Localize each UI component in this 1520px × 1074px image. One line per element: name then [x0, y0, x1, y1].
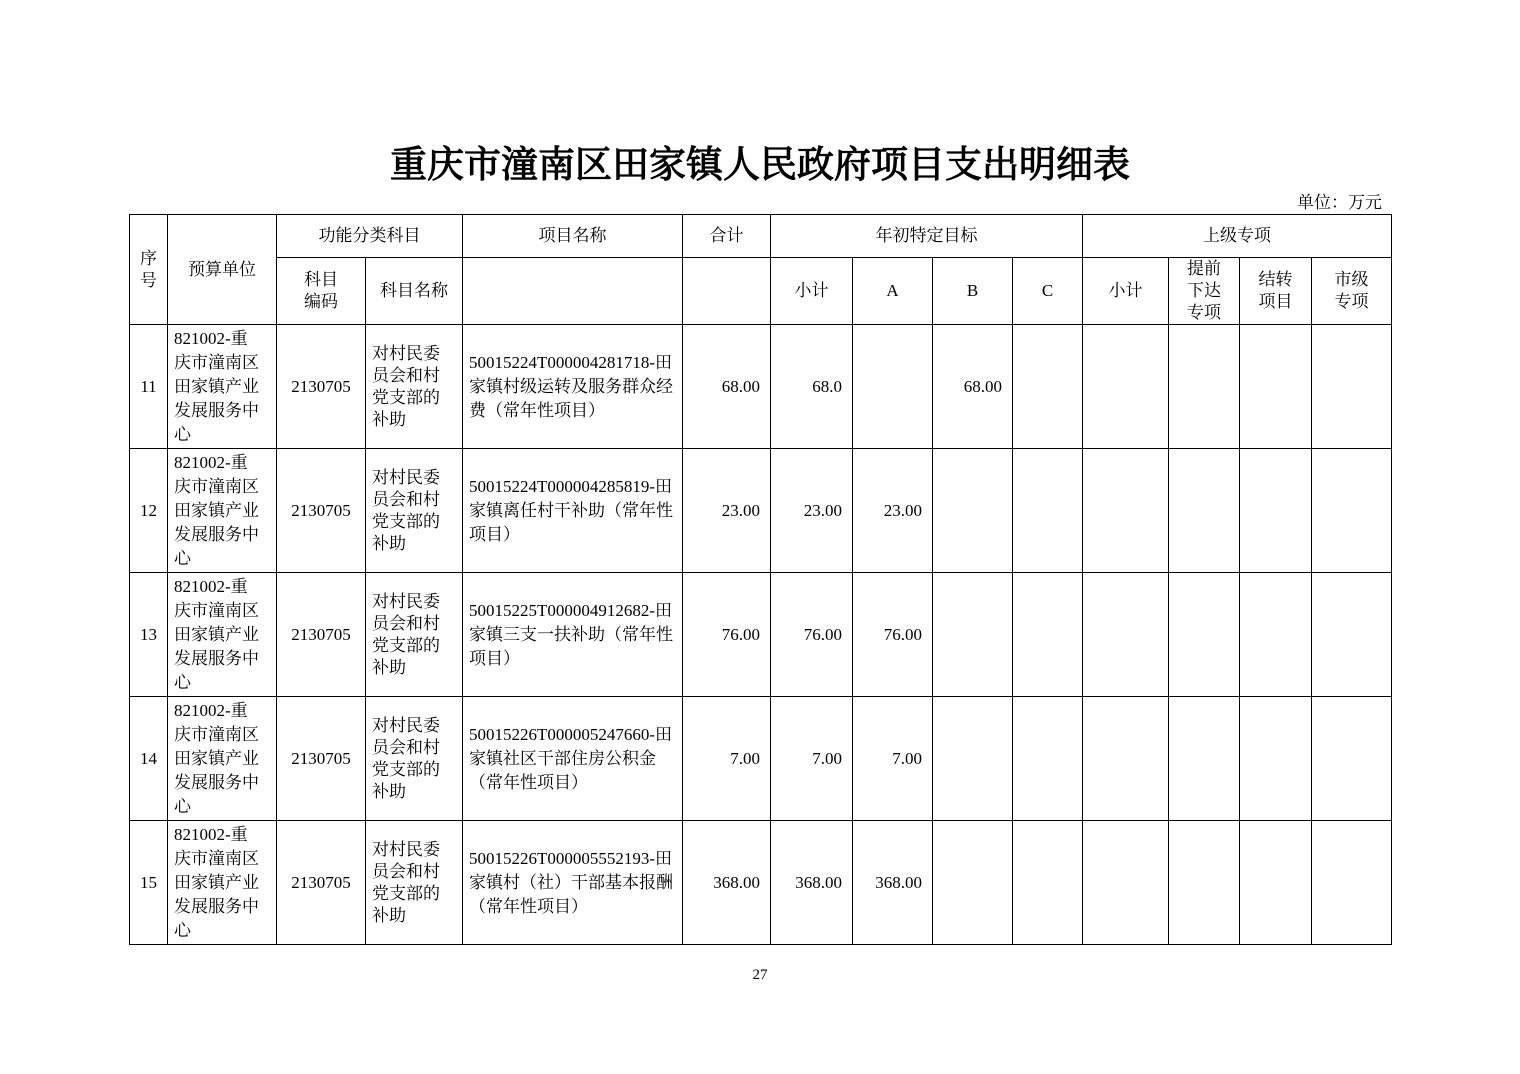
header-a: A — [853, 258, 933, 325]
row-upper-subtotal — [1083, 697, 1169, 821]
row-subject: 对村民委员会和村党支部的补助 — [366, 697, 463, 821]
row-project: 50015226T000005552193-田家镇村（社）干部基本报酬（常年性项目） — [463, 821, 683, 945]
row-budget-unit: 821002-重庆市潼南区田家镇产业发展服务中心 — [168, 325, 277, 449]
row-a: 368.00 — [853, 821, 933, 945]
row-b — [933, 821, 1013, 945]
header-row-2 — [130, 258, 1392, 325]
row-upper-subtotal — [1083, 573, 1169, 697]
row-subtotal: 368.00 — [771, 821, 853, 945]
row-b: 68.00 — [933, 325, 1013, 449]
row-carryover — [1240, 573, 1312, 697]
row-city — [1312, 449, 1392, 573]
table-row — [130, 821, 1392, 945]
row-a: 23.00 — [853, 449, 933, 573]
table-row — [130, 325, 1392, 449]
row-subject: 对村民委员会和村党支部的补助 — [366, 573, 463, 697]
row-code: 2130705 — [277, 697, 366, 821]
header-code: 科目编码 — [277, 258, 366, 325]
row-advance — [1169, 821, 1240, 945]
table-row — [130, 697, 1392, 821]
row-advance — [1169, 325, 1240, 449]
row-code: 2130705 — [277, 821, 366, 945]
row-c — [1013, 449, 1083, 573]
header-upper-special: 上级专项 — [1083, 215, 1392, 258]
row-c — [1013, 573, 1083, 697]
row-project: 50015224T000004281718-田家镇村级运转及服务群众经费（常年性项目） — [463, 325, 683, 449]
header-carryover: 结转项目 — [1240, 258, 1312, 325]
row-total: 68.00 — [683, 325, 771, 449]
row-subject: 对村民委员会和村党支部的补助 — [366, 449, 463, 573]
header-upper-subtotal: 小计 — [1083, 258, 1169, 325]
row-budget-unit: 821002-重庆市潼南区田家镇产业发展服务中心 — [168, 573, 277, 697]
row-b — [933, 449, 1013, 573]
row-a: 76.00 — [853, 573, 933, 697]
table-row — [130, 573, 1392, 697]
row-subtotal: 76.00 — [771, 573, 853, 697]
row-subject: 对村民委员会和村党支部的补助 — [366, 325, 463, 449]
row-subject: 对村民委员会和村党支部的补助 — [366, 821, 463, 945]
row-project: 50015224T000004285819-田家镇离任村干补助（常年性项目） — [463, 449, 683, 573]
row-upper-subtotal — [1083, 821, 1169, 945]
header-advance: 提前下达专项 — [1169, 258, 1240, 325]
header-city: 市级专项 — [1312, 258, 1392, 325]
row-seq: 15 — [130, 821, 168, 945]
row-carryover — [1240, 325, 1312, 449]
row-total: 7.00 — [683, 697, 771, 821]
row-total: 76.00 — [683, 573, 771, 697]
header-c: C — [1013, 258, 1083, 325]
row-total: 23.00 — [683, 449, 771, 573]
row-a: 7.00 — [853, 697, 933, 821]
row-c — [1013, 821, 1083, 945]
row-advance — [1169, 449, 1240, 573]
row-project: 50015225T000004912682-田家镇三支一扶补助（常年性项目） — [463, 573, 683, 697]
row-code: 2130705 — [277, 325, 366, 449]
page-number: 27 — [752, 967, 768, 983]
unit-label: 单位：万元 — [1297, 193, 1382, 212]
row-carryover — [1240, 697, 1312, 821]
header-project-name-blank — [463, 258, 683, 325]
row-subtotal: 7.00 — [771, 697, 853, 821]
header-subject-name: 科目名称 — [366, 258, 463, 325]
header-initial-target: 年初特定目标 — [771, 215, 1083, 258]
row-budget-unit: 821002-重庆市潼南区田家镇产业发展服务中心 — [168, 821, 277, 945]
row-c — [1013, 325, 1083, 449]
header-total: 合计 — [683, 215, 771, 258]
row-budget-unit: 821002-重庆市潼南区田家镇产业发展服务中心 — [168, 697, 277, 821]
row-city — [1312, 573, 1392, 697]
row-advance — [1169, 573, 1240, 697]
row-code: 2130705 — [277, 573, 366, 697]
table-row — [130, 449, 1392, 573]
row-seq: 11 — [130, 325, 168, 449]
row-b — [933, 573, 1013, 697]
row-project: 50015226T000005247660-田家镇社区干部住房公积金（常年性项目） — [463, 697, 683, 821]
row-city — [1312, 325, 1392, 449]
row-total: 368.00 — [683, 821, 771, 945]
header-total-blank — [683, 258, 771, 325]
row-code: 2130705 — [277, 449, 366, 573]
row-b — [933, 697, 1013, 821]
header-subtotal: 小计 — [771, 258, 853, 325]
project-expense-table — [129, 214, 1392, 945]
page-title: 重庆市潼南区田家镇人民政府项目支出明细表 — [390, 143, 1130, 186]
row-city — [1312, 697, 1392, 821]
row-c — [1013, 697, 1083, 821]
row-carryover — [1240, 821, 1312, 945]
row-seq: 13 — [130, 573, 168, 697]
row-upper-subtotal — [1083, 325, 1169, 449]
row-subtotal: 68.0 — [771, 325, 853, 449]
row-budget-unit: 821002-重庆市潼南区田家镇产业发展服务中心 — [168, 449, 277, 573]
row-subtotal: 23.00 — [771, 449, 853, 573]
header-budget-unit: 预算单位 — [168, 215, 277, 325]
row-a — [853, 325, 933, 449]
row-seq: 14 — [130, 697, 168, 821]
header-b: B — [933, 258, 1013, 325]
row-carryover — [1240, 449, 1312, 573]
header-function-class: 功能分类科目 — [277, 215, 463, 258]
row-upper-subtotal — [1083, 449, 1169, 573]
header-seq: 序号 — [130, 215, 168, 325]
row-advance — [1169, 697, 1240, 821]
row-seq: 12 — [130, 449, 168, 573]
row-city — [1312, 821, 1392, 945]
header-project-name: 项目名称 — [463, 215, 683, 258]
header-row-1 — [130, 215, 1392, 258]
